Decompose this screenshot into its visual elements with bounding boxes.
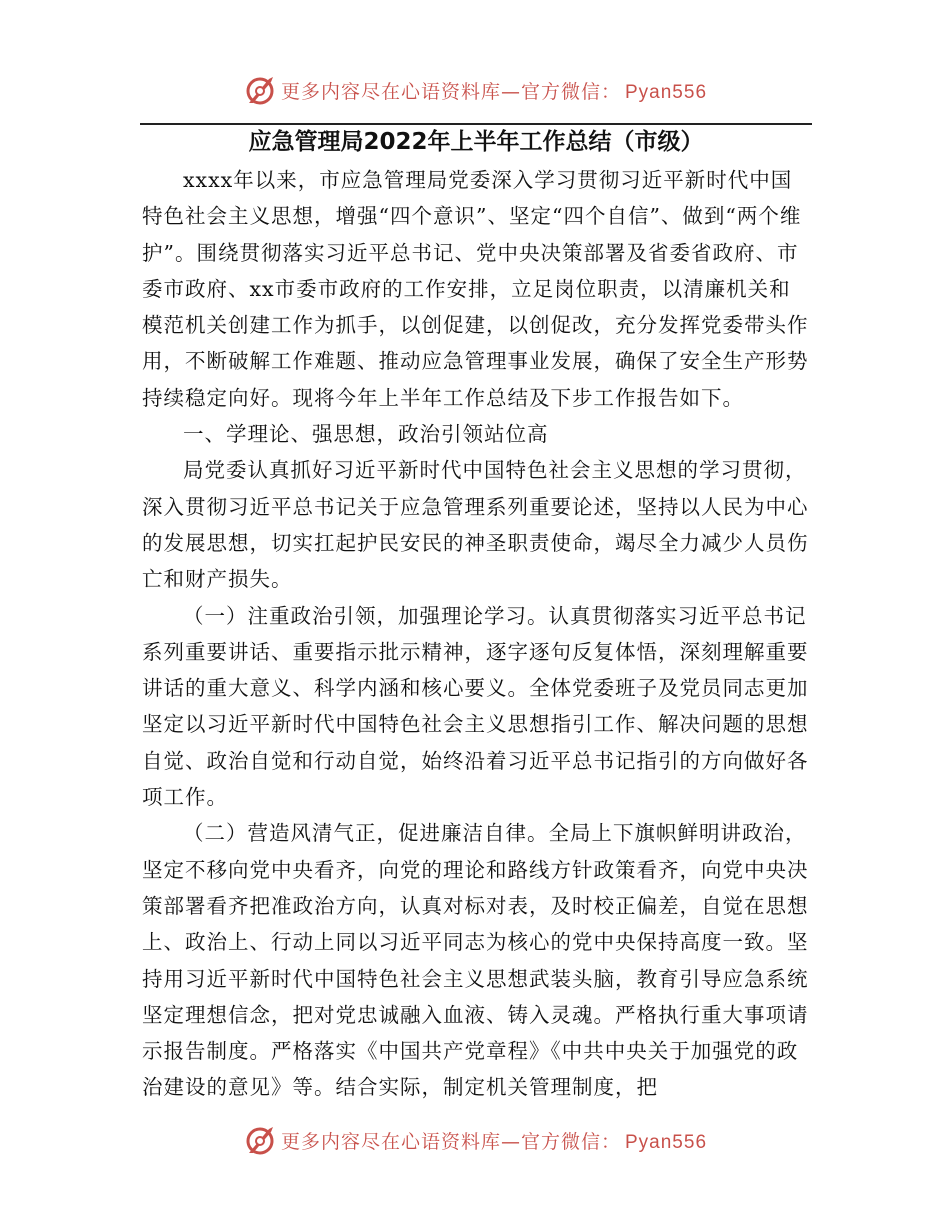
watermark-text: 更多内容尽在心语资料库—官方微信： Pyan556 [280,1130,708,1153]
watermark-banner-bottom [0,1120,950,1160]
wechat-id: Pyan556 [625,1131,708,1153]
document-title: 应急管理局2022年上半年工作总结（市级） [248,129,704,155]
section-heading-1: 一、学理论、强思想，政治引领站位高 [183,422,549,447]
paragraph-section-1: 局党委认真抓好习近平新时代中国特色社会主义思想的学习贯彻，深入贯彻习近平总书记关于应急管理系列重要论述，坚持以人民为中心的发展思想，切实扛起护民安民的神圣职责使命，竭尽全力减少人员伤亡和财产损失。 [142,458,809,592]
document-body [142,162,812,1106]
paragraph-subsection-2: （二）营造风清气正，促进廉洁自律。全局上下旗帜鲜明讲政治，坚定不移向党中央看齐，向党的理论和路线方针政策看齐，向党中央决策部署看齐把准政治方向，认真对标对表，及时校正偏差，自觉在思想上、政治上、行动上同以习近平同志为核心的党中央保持高度一致。坚持用习近平新时代中国特色社会主义思想武装头脑，教育引导应急系统坚定理想信念，把对党忠诚融入血液、铸入灵魂。严格执行重大事项请示报告制度。严格落实《中国共产党章程》《中共中央关于加强党的政治建设的意见》等。结合实际，制定机关管理制度，把 [142,821,809,1100]
quill-logo-icon [243,73,277,107]
watermark-banner-top [0,70,950,110]
quill-logo-icon [243,1123,277,1157]
watermark-text: 更多内容尽在心语资料库—官方微信： Pyan556 [280,80,708,103]
wechat-id: Pyan556 [625,81,708,103]
paragraph-intro: xxxx年以来，市应急管理局党委深入学习贯彻习近平新时代中国特色社会主义思想，增强“四个意识”、坚定“四个自信”、做到“两个维护”。围绕贯彻落实习近平总书记、党中央决策部署及省委省政府、市委市政府、xx市委市政府的工作安排，立足岗位职责，以清廉机关和模范机关创建工作为抓手，以创促建，以创促改，充分发挥党委带头作用，不断破解工作难题、推动应急管理事业发展，确保了安全生产形势持续稳定向好。现将今年上半年工作总结及下步工作报告如下。 [142,168,809,410]
header-rule [140,123,812,125]
paragraph-subsection-1: （一）注重政治引领，加强理论学习。认真贯彻落实习近平总书记系列重要讲话、重要指示批示精神，逐字逐句反复体悟，深刻理解重要讲话的重大意义、科学内涵和核心要义。全体党委班子及党员同志更加坚定以习近平新时代中国特色社会主义思想指引工作、解决问题的思想自觉、政治自觉和行动自觉，始终沿着习近平总书记指引的方向做好各项工作。 [142,603,809,810]
